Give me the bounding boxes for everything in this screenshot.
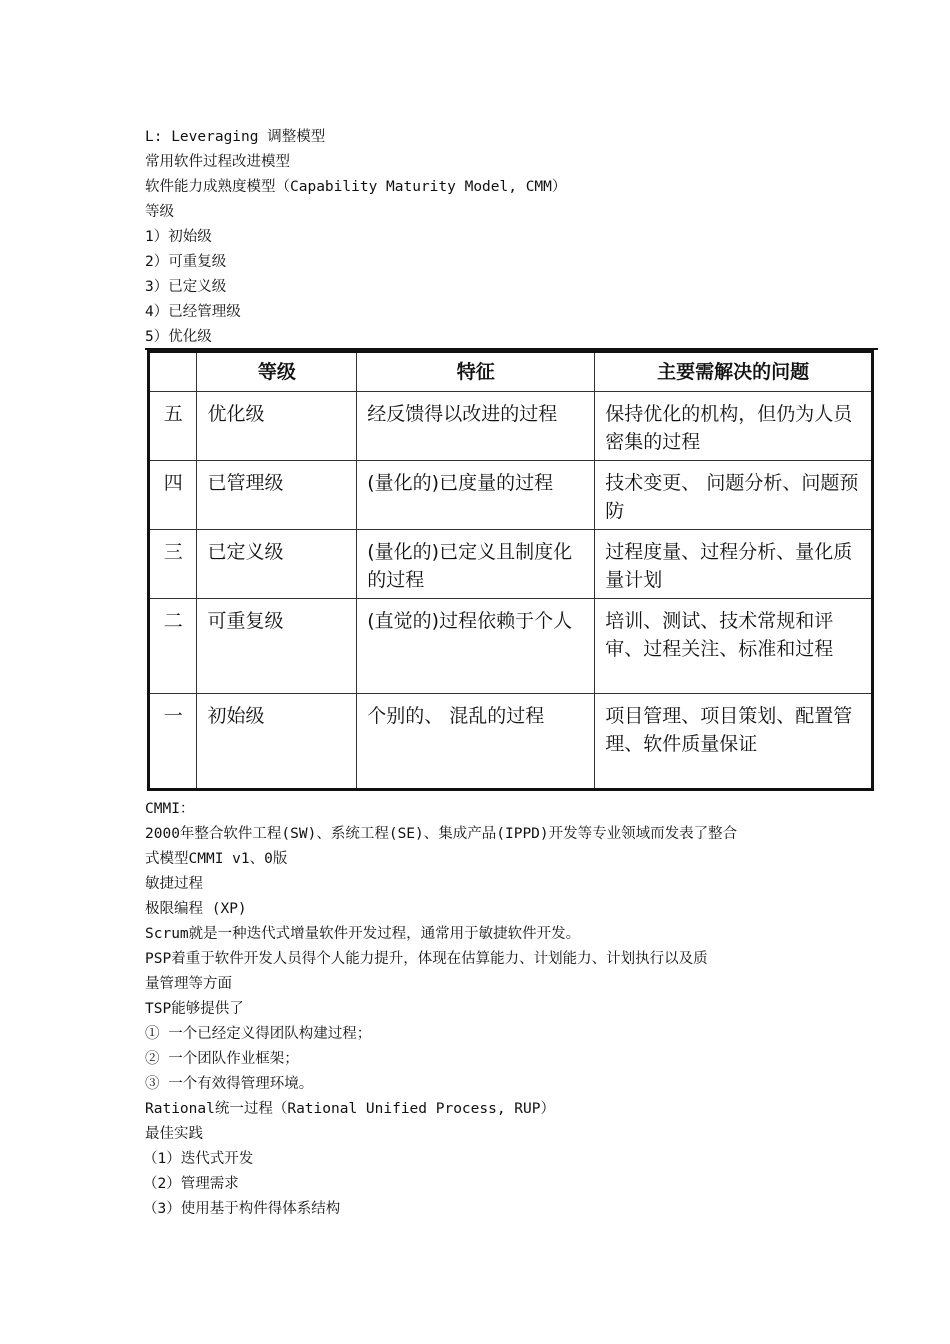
text-line-cmmi-desc-2: 式模型CMMI v1、0版 (145, 851, 288, 867)
text-line-practice-2: （2）管理需求 (143, 1176, 239, 1192)
cell-issues: 过程度量、过程分析、量化质量计划 (595, 530, 873, 599)
text-line-levels-heading: 等级 (145, 204, 174, 220)
text-line-cmmi-desc-1: 2000年整合软件工程(SW)、系统工程(SE)、集成产品(IPPD)开发等专业领域而发表了整合 (145, 826, 738, 842)
cmm-levels-table (147, 350, 874, 791)
text-line-practice-1: （1）迭代式开发 (143, 1151, 254, 1167)
table-row (149, 530, 873, 599)
text-line-leveraging: L: Leveraging 调整模型 (145, 129, 326, 145)
header-level: 等级 (197, 352, 357, 392)
header-level-number (149, 352, 197, 392)
text-line-level-5: 5）优化级 (145, 329, 212, 345)
cell-issues: 培训、测试、技术常规和评审、过程关注、标准和过程 (595, 599, 873, 694)
text-line-tsp-item-3: ③ 一个有效得管理环境。 (145, 1076, 314, 1092)
cell-feature: 经反馈得以改进的过程 (357, 392, 595, 461)
table-header-row (149, 352, 873, 392)
cell-level-name: 优化级 (197, 392, 357, 461)
cell-level-name: 已管理级 (197, 461, 357, 530)
table-row (149, 392, 873, 461)
cell-issues: 保持优化的机构，但仍为人员密集的过程 (595, 392, 873, 461)
cell-feature: (量化的)已度量的过程 (357, 461, 595, 530)
cmm-levels-table-image (145, 348, 878, 789)
cell-issues: 项目管理、项目策划、配置管理、软件质量保证 (595, 694, 873, 790)
header-feature: 特征 (357, 352, 595, 392)
text-line-psp-1: PSP着重于软件开发人员得个人能力提升，体现在估算能力、计划能力、计划执行以及质 (145, 951, 708, 967)
table-row (149, 694, 873, 790)
cell-feature: 个别的、 混乱的过程 (357, 694, 595, 790)
cell-level-number: 一 (149, 694, 197, 790)
text-line-cmm-title: 软件能力成熟度模型（Capability Maturity Model, CMM） (145, 179, 567, 195)
cell-level-name: 可重复级 (197, 599, 357, 694)
text-line-tsp: TSP能够提供了 (145, 1001, 244, 1017)
cell-level-number: 四 (149, 461, 197, 530)
text-line-level-1: 1）初始级 (145, 229, 212, 245)
text-line-level-2: 2）可重复级 (145, 254, 227, 270)
cell-issues: 技术变更、 问题分析、问题预防 (595, 461, 873, 530)
text-line-tsp-item-1: ① 一个已经定义得团队构建过程； (145, 1026, 372, 1042)
cell-level-number: 五 (149, 392, 197, 461)
header-key-issues: 主要需解决的问题 (595, 352, 873, 392)
table-row (149, 461, 873, 530)
cell-level-name: 初始级 (197, 694, 357, 790)
text-line-scrum: Scrum就是一种迭代式增量软件开发过程，通常用于敏捷软件开发。 (145, 926, 581, 942)
text-line-xp: 极限编程 (XP) (145, 901, 247, 917)
cell-level-name: 已定义级 (197, 530, 357, 599)
text-line-cmmi: CMMI： (145, 801, 195, 817)
table-row (149, 599, 873, 694)
cell-feature: (量化的)已定义且制度化的过程 (357, 530, 595, 599)
text-line-level-3: 3）已定义级 (145, 279, 227, 295)
cell-level-number: 二 (149, 599, 197, 694)
cell-feature: (直觉的)过程依赖于个人 (357, 599, 595, 694)
text-line-common-models: 常用软件过程改进模型 (145, 154, 290, 170)
text-line-practice-3: （3）使用基于构件得体系结构 (143, 1201, 341, 1217)
text-line-best-practice: 最佳实践 (145, 1126, 203, 1142)
text-line-agile: 敏捷过程 (145, 876, 203, 892)
text-line-rup: Rational统一过程（Rational Unified Process, RUP） (145, 1101, 555, 1117)
cell-level-number: 三 (149, 530, 197, 599)
text-line-level-4: 4）已经管理级 (145, 304, 241, 320)
text-line-tsp-item-2: ② 一个团队作业框架； (145, 1051, 299, 1067)
text-line-psp-2: 量管理等方面 (145, 976, 232, 992)
